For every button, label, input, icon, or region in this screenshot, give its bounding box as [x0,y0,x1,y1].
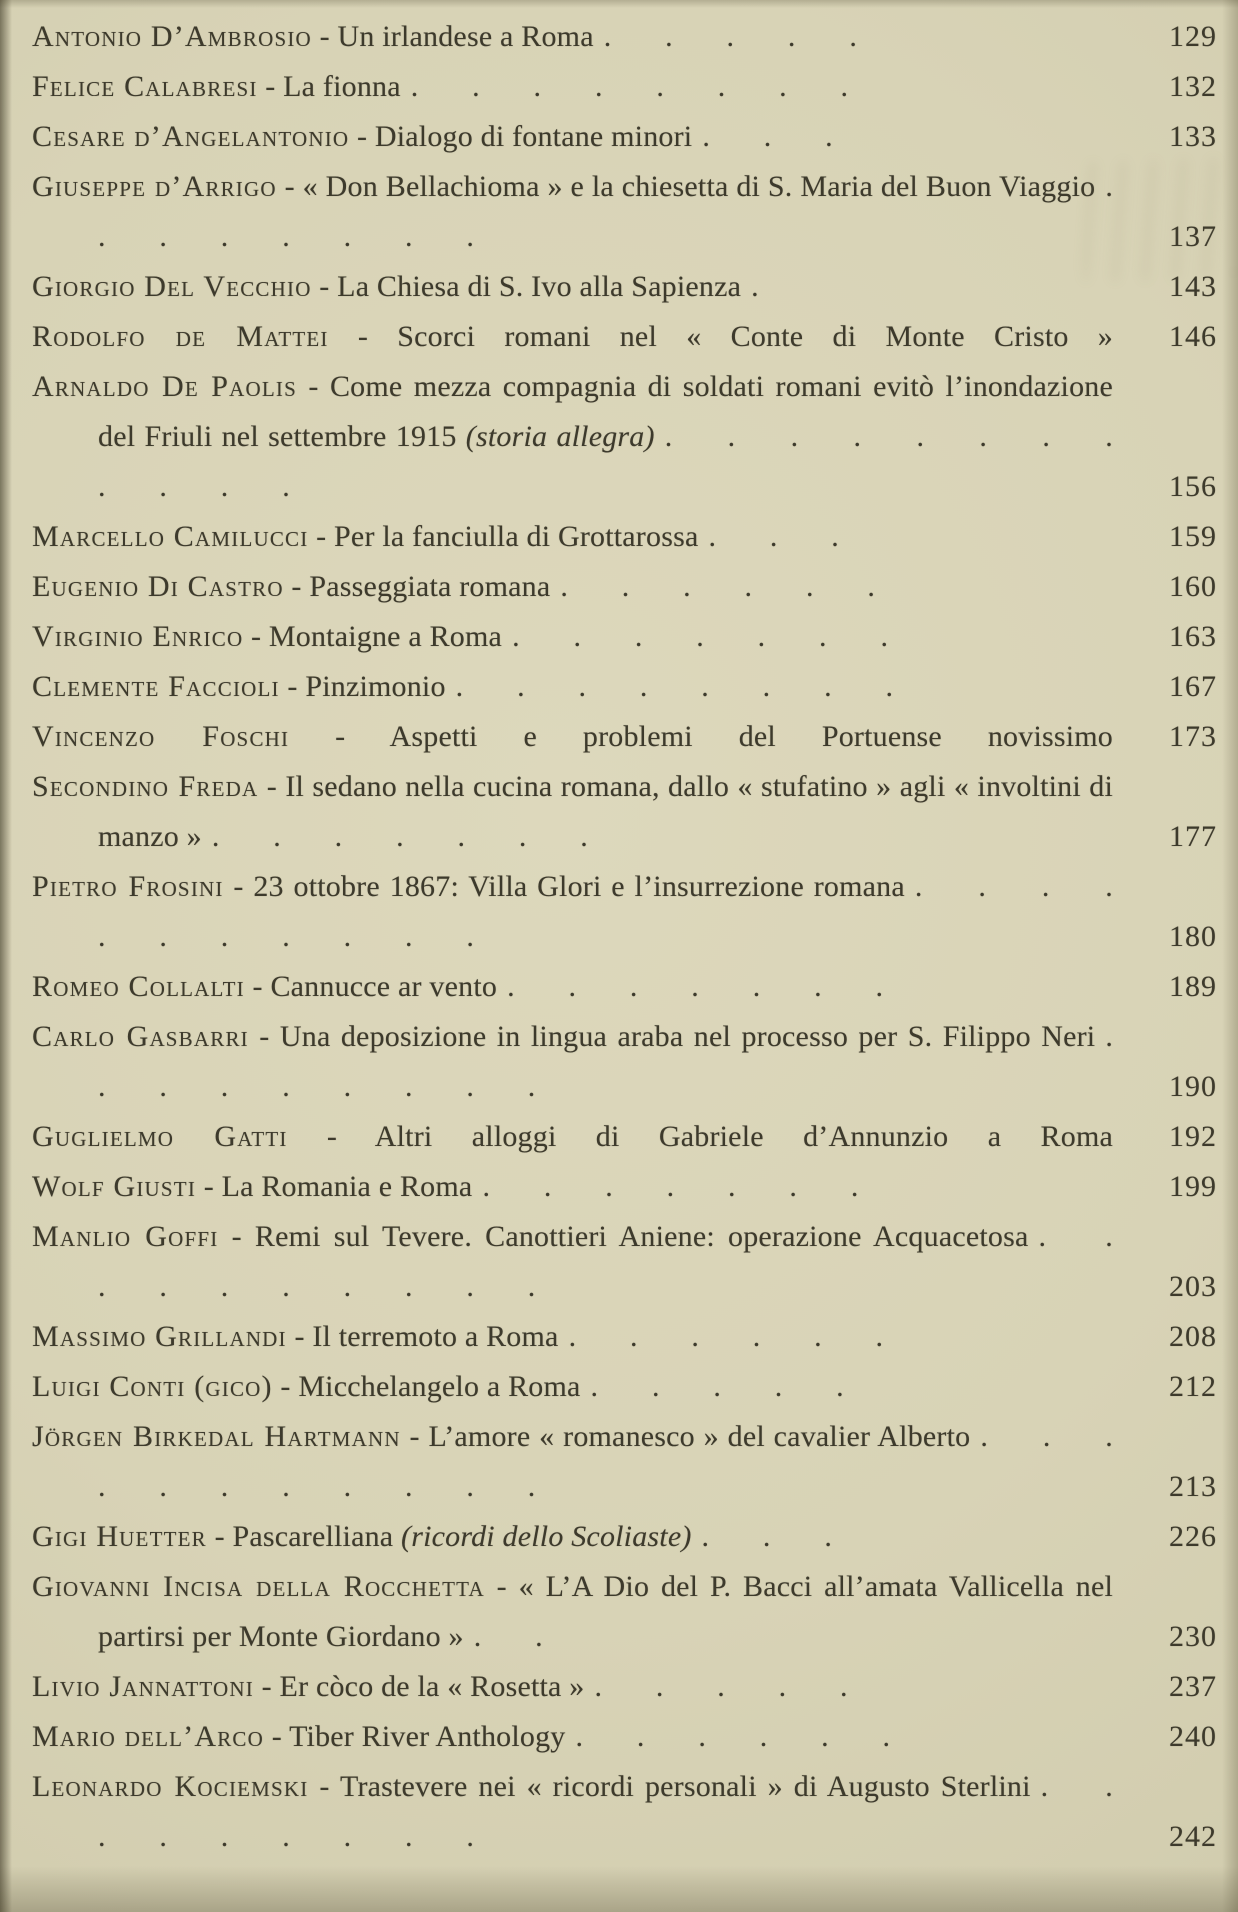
toc-entry [32,662,1217,712]
dot-leader: . . . . . . [560,570,876,603]
dot-leader: . . . . . . [568,1320,884,1353]
entry-page-number: 159 [1169,520,1217,553]
dot-leader: . . [473,1620,543,1653]
entry-author: Giuseppe d’Arrigo [32,170,277,203]
entry-page-number: 146 [1169,320,1217,353]
dot-leader: . . . . . . . . [455,670,894,703]
entry-author: Jörgen Birkedal Hartmann [32,1420,401,1453]
toc-entry [32,1512,1217,1562]
toc-entry [32,1362,1217,1412]
toc-entry [32,512,1217,562]
entry-separator: - [272,1370,299,1403]
entry-title: 23 ottobre 1867: Villa Glori e l’insurrezione romana [253,870,905,903]
entry-page-number: 133 [1169,120,1217,153]
toc-entry [32,612,1217,662]
entry-title: « L’A Dio del P. Bacci all’amata Vallicella nel partirsi per Monte Giordano » [98,1570,1114,1653]
entry-separator: - [308,520,335,553]
dot-leader: . . . [708,520,839,553]
entry-separator: - [349,120,375,153]
entry-separator: - [484,1570,519,1603]
entry-author: Luigi Conti (gico) [32,1370,273,1403]
entry-author: Guglielmo Gatti [32,1120,288,1153]
dot-leader: . . . . . . . . [410,70,849,103]
entry-title: La Chiesa di S. Ivo alla Sapienza [337,270,742,303]
entry-author: Antonio D’Ambrosio [32,20,312,53]
dot-leader: . . . . . . . . . . . [98,870,1114,953]
toc-entry [32,112,1217,162]
entry-page-number: 177 [1169,820,1217,853]
toc-entry [32,1212,1217,1312]
entry-author: Carlo Gasbarri [32,1020,249,1053]
entry-title: Tiber River Anthology [289,1720,566,1753]
entry-author: Giovanni Incisa della Rocchetta [32,1570,485,1603]
entry-page-number: 156 [1169,470,1217,503]
entry-page-number: 189 [1169,970,1217,1003]
page-top-edge-shadow [0,0,1238,8]
dot-leader: . . . . . . . [507,970,884,1003]
entry-separator: - [308,1770,340,1803]
entry-author: Rodolfo de Mattei [32,320,329,353]
entry-separator: - [243,620,269,653]
toc-entry [32,712,1217,762]
toc-entry [32,262,1217,312]
toc-entry [32,1162,1217,1212]
entry-separator: - [328,320,398,353]
entry-title: Montaigne a Roma [268,620,503,653]
entry-page-number: 242 [1169,1820,1217,1853]
entry-title: Trastevere nei « ricordi personali » di Augusto Sterlini [339,1770,1031,1803]
entry-author: Felice Calabresi [32,70,258,103]
entry-page-number: 132 [1169,70,1217,103]
dot-leader: . . . . . [594,1670,848,1703]
entry-separator: - [311,270,338,303]
entry-separator: - [286,1320,313,1353]
entry-author: Cesare d’Angelantonio [32,120,350,153]
entry-title: Una deposizione in lingua araba nel processo per S. Filippo Neri [279,1020,1096,1053]
toc-entry [32,862,1217,962]
entry-title: Il sedano nella cucina romana, dallo « stufatino » agli « involtini di manzo » [98,770,1113,853]
entry-title: « Don Bellachioma » e la chiesetta di S. Maria del Buon Viaggio [302,170,1096,203]
entry-separator: - [311,20,338,53]
dot-leader: . . . . . . . . . [98,1020,1114,1103]
toc-entry [32,312,1217,362]
entry-page-number: 143 [1169,270,1217,303]
entry-page-number: 129 [1169,20,1217,53]
entry-title: Passeggiata romana [309,570,551,603]
entry-title: Pinzimonio [305,670,446,703]
entry-title: Dialogo di fontane minori [374,120,693,153]
entry-separator: - [244,970,271,1003]
entry-page-number: 190 [1169,1070,1217,1103]
entry-separator: - [283,570,310,603]
entry-author: Virginio Enrico [32,620,244,653]
toc-entry [32,762,1217,862]
entry-page-number: 199 [1169,1170,1217,1203]
entry-title: La Romania e Roma [221,1170,473,1203]
dot-leader: . . . . . . . [482,1170,859,1203]
entry-page-number: 192 [1169,1120,1217,1153]
dot-leader: . . . . . . . [512,620,889,653]
entry-page-number: 180 [1169,920,1217,953]
toc-entry [32,1312,1217,1362]
entry-separator: - [276,170,303,203]
entry-separator: - [279,670,306,703]
entry-title: Il terremoto a Roma [312,1320,559,1353]
toc-entry [32,962,1217,1012]
toc-list [32,12,1217,1862]
entry-separator: - [253,1670,280,1703]
entry-separator: - [287,1120,375,1153]
entry-page-number: 212 [1169,1370,1217,1403]
dot-leader: . . . . . . . . . [98,1770,1113,1853]
entry-author: Clemente Faccioli [32,670,280,703]
entry-page-number: 167 [1169,670,1217,703]
entry-title: Per la fanciulla di Grottarossa [334,520,699,553]
toc-entry [32,1712,1217,1762]
entry-author: Vincenzo Foschi [32,720,290,753]
toc-entry [32,1012,1217,1112]
entry-title: Micchelangelo a Roma [298,1370,581,1403]
entry-author: Gigi Huetter [32,1520,207,1553]
entry-separator: - [289,720,390,753]
dot-leader: . . . . . . . . . . [98,1220,1114,1303]
entry-title: L’amore « romanesco » del cavalier Alberto [428,1420,971,1453]
toc-entry [32,12,1217,62]
dot-leader: . . . . . . . [211,820,588,853]
entry-author: Manlio Goffi [32,1220,219,1253]
page-right-edge-shadow [1222,0,1238,1912]
entry-page-number: 173 [1169,720,1217,753]
entry-title: Cannucce ar vento [270,970,498,1003]
entry-page-number: 208 [1169,1320,1217,1353]
entry-title: Pascarelliana (ricordi dello Scoliaste) [232,1520,692,1553]
entry-title: Er còco de la « Rosetta » [279,1670,585,1703]
entry-page-number: 226 [1169,1520,1217,1553]
entry-title: Come mezza compagnia di soldati romani evitò l’inondazione del Friuli nel settembre 1915 (storia allegra) [98,370,1114,453]
entry-separator: - [196,1170,222,1203]
entry-separator: - [248,1020,280,1053]
dot-leader: . . . . . . . . . . . [98,1420,1113,1503]
entry-author: Mario dell’Arco [32,1720,264,1753]
toc-entry [32,1112,1217,1162]
entry-author: Romeo Collalti [32,970,245,1003]
dot-leader: . . . [702,120,833,153]
dot-leader: . . . . . [590,1370,844,1403]
entry-page-number: 203 [1169,1270,1217,1303]
toc-entry [32,362,1217,512]
entry-page-number: 237 [1169,1670,1217,1703]
entry-author: Leonardo Kociemski [32,1770,309,1803]
entry-separator: - [223,870,254,903]
entry-title: Un irlandese a Roma [337,20,594,53]
toc-entry [32,1562,1217,1662]
bleed-through-ghost [1080,157,1234,282]
entry-separator: - [258,770,286,803]
entry-separator: - [296,370,330,403]
entry-page-number: 160 [1169,570,1217,603]
entry-author: Secondino Freda [32,770,259,803]
dot-leader: . . . . . . [575,1720,891,1753]
toc-entry [32,1662,1217,1712]
entry-author: Eugenio Di Castro [32,570,284,603]
page-left-edge-shadow [0,0,12,1912]
entry-author: Marcello Camilucci [32,520,309,553]
page-bottom-edge-shadow [0,1866,1238,1912]
entry-title: Altri alloggi di Gabriele d’Annunzio a Roma [374,1120,1113,1153]
entry-title: Remi sul Tevere. Canottieri Aniene: operazione Acquacetosa [254,1220,1029,1253]
dot-leader: . [751,270,759,303]
entry-author: Livio Jannattoni [32,1670,254,1703]
entry-page-number: 213 [1169,1470,1217,1503]
entry-page-number: 230 [1169,1620,1217,1653]
entry-separator: - [218,1220,255,1253]
entry-separator: - [206,1520,233,1553]
dot-leader: . . . . . [603,20,858,53]
toc-entry [32,62,1217,112]
toc-entry [32,562,1217,612]
entry-title: Scorci romani nel « Conte di Monte Cristo » [397,320,1113,353]
entry-page-number: 240 [1169,1720,1217,1753]
entry-author: Pietro Frosini [32,870,224,903]
dot-leader: . . . . . . . . [98,170,1114,253]
entry-page-number: 137 [1169,220,1217,253]
toc-entry [32,162,1217,262]
entry-separator: - [257,70,284,103]
entry-separator: - [264,1720,290,1753]
entry-title: Aspetti e problemi del Portuense novissimo [389,720,1113,753]
entry-author: Wolf Giusti [32,1170,197,1203]
entry-page-number: 163 [1169,620,1217,653]
entry-title: La fionna [283,70,401,103]
dot-leader: . . . . . . . . . . . . [98,420,1113,503]
dot-leader: . . . [701,1520,833,1553]
entry-author: Arnaldo De Paolis [32,370,297,403]
toc-entry [32,1412,1217,1512]
entry-separator: - [400,1420,429,1453]
entry-author: Giorgio Del Vecchio [32,270,312,303]
toc-entry [32,1762,1217,1862]
entry-author: Massimo Grillandi [32,1320,287,1353]
